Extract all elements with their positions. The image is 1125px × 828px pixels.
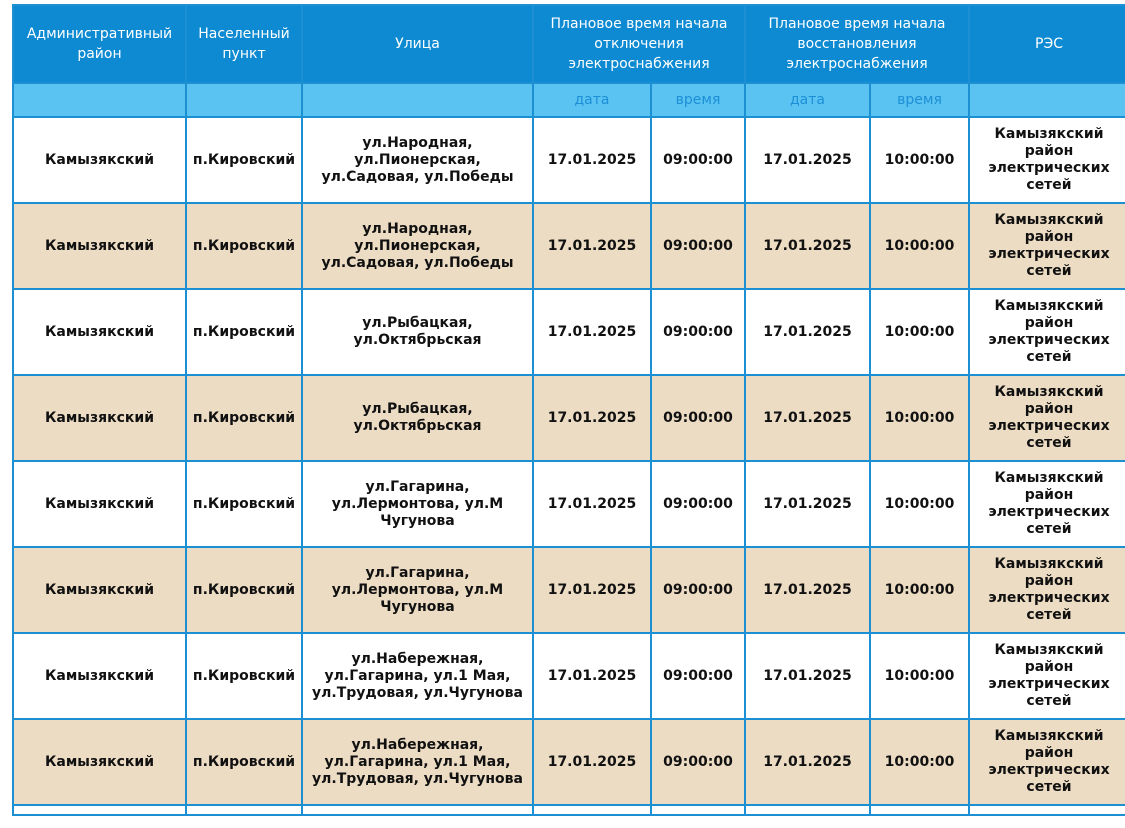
- cell-empty: [13, 805, 186, 815]
- cell-res: Камызякский район электрических сетей: [969, 719, 1125, 805]
- cell-on-time: 10:00:00: [870, 203, 969, 289]
- cell-res: Камызякский район электрических сетей: [969, 117, 1125, 203]
- outage-table-container: [12, 4, 1125, 816]
- column-header-outage-start: Плановое время начала отключения электроснабжения: [533, 5, 745, 83]
- cell-on-date: 17.01.2025: [745, 289, 870, 375]
- cell-district: Камызякский: [13, 461, 186, 547]
- cell-off-date: 17.01.2025: [533, 633, 651, 719]
- cell-off-time: 09:00:00: [651, 203, 745, 289]
- cell-off-date: 17.01.2025: [533, 719, 651, 805]
- cell-locality: п.Кировский: [186, 719, 302, 805]
- cell-street: ул.Гагарина, ул.Лермонтова, ул.М Чугунова: [302, 461, 533, 547]
- cell-street: ул.Набережная, ул.Гагарина, ул.1 Мая, ул.Трудовая, ул.Чугунова: [302, 633, 533, 719]
- cell-off-time: 09:00:00: [651, 547, 745, 633]
- column-header-district: Административный район: [13, 5, 186, 83]
- cell-off-time: 09:00:00: [651, 375, 745, 461]
- cell-res: Камызякский район электрических сетей: [969, 289, 1125, 375]
- cell-street: ул.Народная, ул.Пионерская, ул.Садовая, ул.Победы: [302, 117, 533, 203]
- cell-empty: [969, 805, 1125, 815]
- cell-empty: [651, 805, 745, 815]
- cell-off-time: 09:00:00: [651, 289, 745, 375]
- cell-on-time: 10:00:00: [870, 375, 969, 461]
- cell-off-time: 09:00:00: [651, 117, 745, 203]
- cell-on-time: 10:00:00: [870, 289, 969, 375]
- cell-res: Камызякский район электрических сетей: [969, 633, 1125, 719]
- cell-on-date: 17.01.2025: [745, 547, 870, 633]
- cell-locality: п.Кировский: [186, 203, 302, 289]
- column-header-locality: Населенный пункт: [186, 5, 302, 83]
- cell-off-date: 17.01.2025: [533, 547, 651, 633]
- subheader-empty: [302, 83, 533, 117]
- cell-empty: [870, 805, 969, 815]
- cell-empty: [302, 805, 533, 815]
- subheader-on-time: время: [870, 83, 969, 117]
- header-row: [13, 5, 1125, 83]
- subheader-row: [13, 83, 1125, 117]
- table-row-partial: [13, 805, 1125, 815]
- cell-on-time: 10:00:00: [870, 633, 969, 719]
- cell-locality: п.Кировский: [186, 461, 302, 547]
- cell-res: Камызякский район электрических сетей: [969, 375, 1125, 461]
- table-row: [13, 375, 1125, 461]
- cell-district: Камызякский: [13, 719, 186, 805]
- column-header-street: Улица: [302, 5, 533, 83]
- cell-on-time: 10:00:00: [870, 461, 969, 547]
- cell-locality: п.Кировский: [186, 375, 302, 461]
- cell-district: Камызякский: [13, 117, 186, 203]
- cell-off-date: 17.01.2025: [533, 461, 651, 547]
- cell-street: ул.Набережная, ул.Гагарина, ул.1 Мая, ул.Трудовая, ул.Чугунова: [302, 719, 533, 805]
- cell-locality: п.Кировский: [186, 633, 302, 719]
- table-row: [13, 547, 1125, 633]
- cell-empty: [533, 805, 651, 815]
- cell-district: Камызякский: [13, 289, 186, 375]
- table-row: [13, 117, 1125, 203]
- cell-empty: [745, 805, 870, 815]
- cell-on-date: 17.01.2025: [745, 633, 870, 719]
- subheader-off-date: дата: [533, 83, 651, 117]
- cell-street: ул.Народная, ул.Пионерская, ул.Садовая, ул.Победы: [302, 203, 533, 289]
- cell-off-time: 09:00:00: [651, 461, 745, 547]
- cell-empty: [186, 805, 302, 815]
- cell-on-time: 10:00:00: [870, 719, 969, 805]
- cell-on-time: 10:00:00: [870, 117, 969, 203]
- subheader-off-time: время: [651, 83, 745, 117]
- column-header-res: РЭС: [969, 5, 1125, 83]
- outage-schedule-table: [12, 4, 1125, 816]
- cell-district: Камызякский: [13, 547, 186, 633]
- subheader-empty: [186, 83, 302, 117]
- cell-district: Камызякский: [13, 203, 186, 289]
- cell-locality: п.Кировский: [186, 289, 302, 375]
- cell-street: ул.Рыбацкая, ул.Октябрьская: [302, 289, 533, 375]
- table-row: [13, 633, 1125, 719]
- table-body: [13, 117, 1125, 815]
- cell-off-time: 09:00:00: [651, 719, 745, 805]
- table-header: [13, 5, 1125, 117]
- cell-on-date: 17.01.2025: [745, 461, 870, 547]
- table-row: [13, 461, 1125, 547]
- cell-locality: п.Кировский: [186, 117, 302, 203]
- cell-on-date: 17.01.2025: [745, 203, 870, 289]
- cell-locality: п.Кировский: [186, 547, 302, 633]
- cell-street: ул.Гагарина, ул.Лермонтова, ул.М Чугунова: [302, 547, 533, 633]
- table-row: [13, 719, 1125, 805]
- cell-res: Камызякский район электрических сетей: [969, 547, 1125, 633]
- cell-district: Камызякский: [13, 633, 186, 719]
- cell-street: ул.Рыбацкая, ул.Октябрьская: [302, 375, 533, 461]
- cell-off-date: 17.01.2025: [533, 203, 651, 289]
- cell-on-date: 17.01.2025: [745, 117, 870, 203]
- cell-district: Камызякский: [13, 375, 186, 461]
- cell-res: Камызякский район электрических сетей: [969, 203, 1125, 289]
- cell-on-date: 17.01.2025: [745, 719, 870, 805]
- table-row: [13, 289, 1125, 375]
- cell-res: Камызякский район электрических сетей: [969, 461, 1125, 547]
- cell-off-date: 17.01.2025: [533, 289, 651, 375]
- cell-on-time: 10:00:00: [870, 547, 969, 633]
- column-header-restore-start: Плановое время начала восстановления электроснабжения: [745, 5, 969, 83]
- table-row: [13, 203, 1125, 289]
- subheader-empty: [969, 83, 1125, 117]
- subheader-on-date: дата: [745, 83, 870, 117]
- cell-on-date: 17.01.2025: [745, 375, 870, 461]
- cell-off-time: 09:00:00: [651, 633, 745, 719]
- subheader-empty: [13, 83, 186, 117]
- cell-off-date: 17.01.2025: [533, 375, 651, 461]
- cell-off-date: 17.01.2025: [533, 117, 651, 203]
